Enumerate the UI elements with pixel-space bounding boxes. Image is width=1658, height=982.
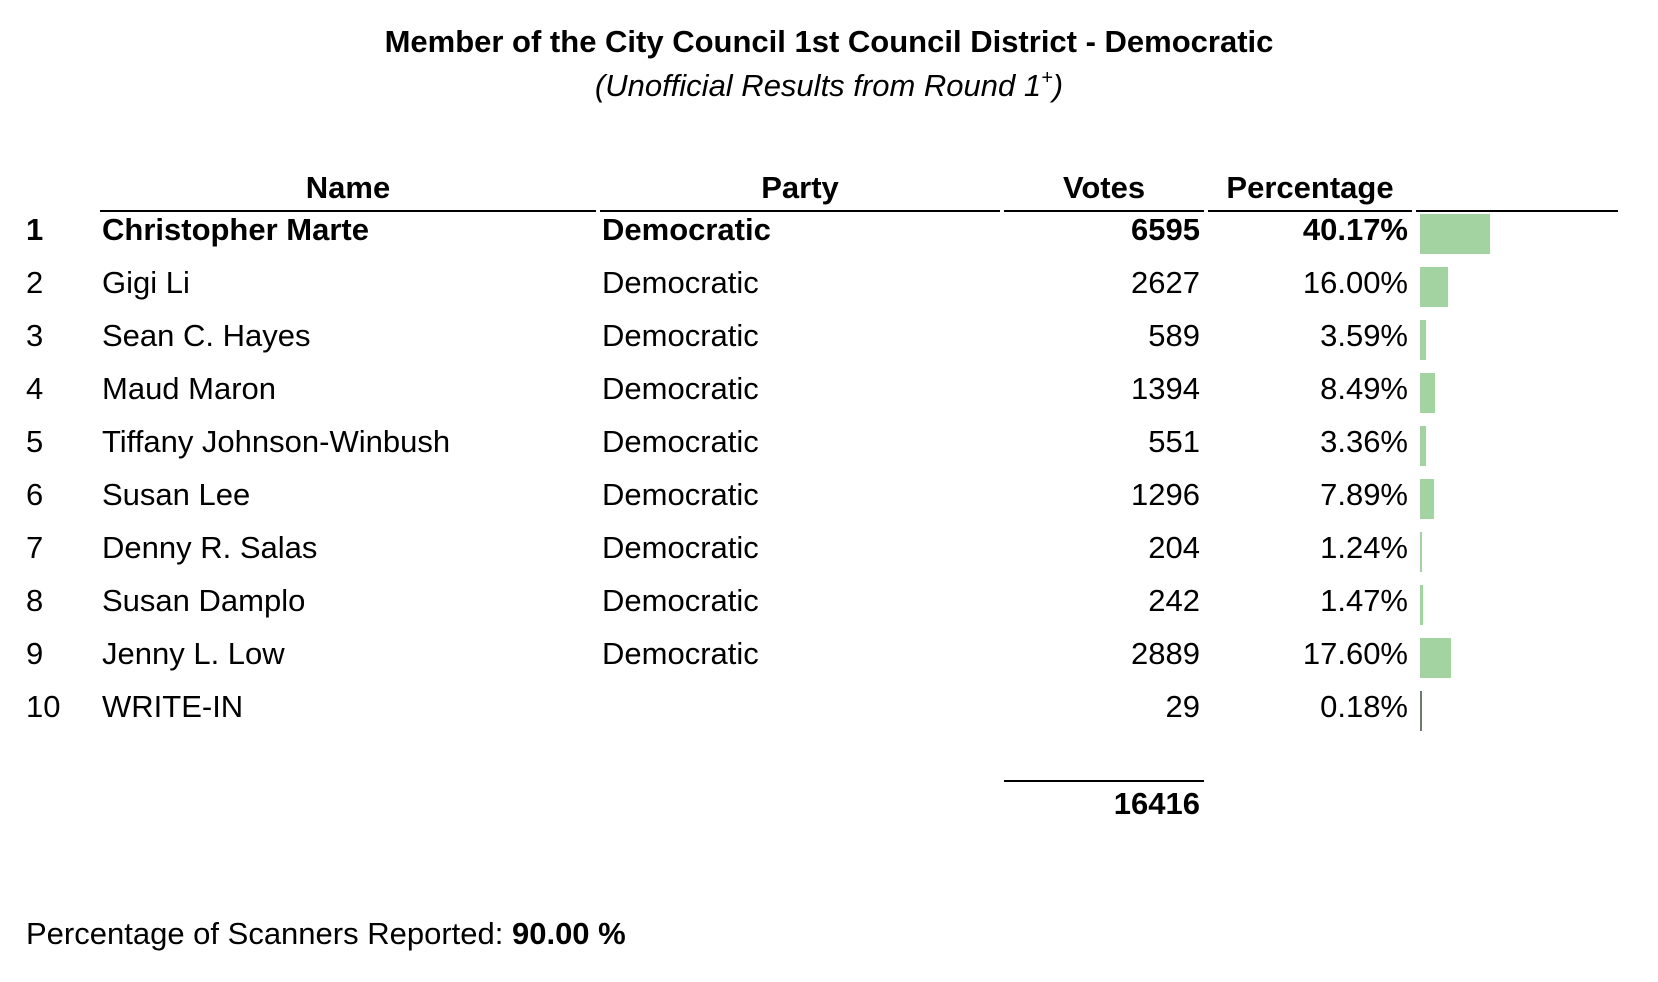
row-candidate-name: Jenny L. Low xyxy=(102,636,285,671)
row-percentage: 3.59% xyxy=(1320,318,1408,353)
row-candidate-name: Gigi Li xyxy=(102,265,190,300)
row-votes: 29 xyxy=(1165,689,1200,724)
table-row xyxy=(0,361,1658,417)
table-row xyxy=(0,573,1658,629)
column-header-percentage: Percentage xyxy=(1208,168,1412,212)
row-votes: 551 xyxy=(1148,424,1200,459)
table-row xyxy=(0,414,1658,470)
row-rank: 3 xyxy=(26,318,44,353)
row-percentage: 3.36% xyxy=(1320,424,1408,459)
subtitle-text: (Unofficial Results from Round 1 xyxy=(594,68,1042,103)
table-row xyxy=(0,467,1658,523)
percentage-bar xyxy=(1420,638,1451,678)
table-row xyxy=(0,520,1658,576)
table-row xyxy=(0,679,1658,735)
table-row xyxy=(0,308,1658,364)
row-party: Democratic xyxy=(602,530,759,565)
row-candidate-name: Susan Damplo xyxy=(102,583,306,618)
row-candidate-name: Maud Maron xyxy=(102,371,277,406)
percentage-bar xyxy=(1420,691,1422,731)
scanners-reported-label: Percentage of Scanners Reported: xyxy=(26,916,512,951)
subtitle-superscript: + xyxy=(1041,67,1053,89)
row-percentage: 16.00% xyxy=(1302,265,1408,300)
table-row xyxy=(0,255,1658,311)
column-header-name: Name xyxy=(100,168,596,212)
row-rank: 5 xyxy=(26,424,44,459)
percentage-bar xyxy=(1420,479,1434,519)
row-candidate-name: WRITE-IN xyxy=(102,689,244,724)
row-rank: 6 xyxy=(26,477,44,512)
percentage-bar xyxy=(1420,585,1423,625)
row-party: Democratic xyxy=(602,212,771,247)
row-percentage: 7.89% xyxy=(1320,477,1408,512)
row-votes: 1394 xyxy=(1131,371,1200,406)
scanners-reported-value: 90.00 % xyxy=(511,916,626,951)
row-rank: 2 xyxy=(26,265,44,300)
percentage-bar xyxy=(1420,214,1490,254)
row-rank: 9 xyxy=(26,636,44,671)
row-rank: 1 xyxy=(26,212,44,247)
row-percentage: 0.18% xyxy=(1320,689,1408,724)
row-party: Democratic xyxy=(602,636,759,671)
percentage-bar xyxy=(1420,320,1426,360)
row-percentage: 1.24% xyxy=(1320,530,1408,565)
percentage-bar xyxy=(1420,373,1435,413)
row-rank: 8 xyxy=(26,583,44,618)
row-party: Democratic xyxy=(602,583,759,618)
scanners-reported xyxy=(26,914,626,954)
row-votes: 2627 xyxy=(1131,265,1200,300)
column-header-party: Party xyxy=(600,168,1000,212)
percentage-bar xyxy=(1420,426,1426,466)
page-subtitle xyxy=(0,66,1658,106)
row-party: Democratic xyxy=(602,424,759,459)
page-title: Member of the City Council 1st Council District - Democratic xyxy=(384,24,1274,59)
total-votes: 16416 xyxy=(1113,786,1200,821)
row-candidate-name: Tiffany Johnson-Winbush xyxy=(102,424,451,459)
row-rank: 10 xyxy=(26,689,61,724)
row-party: Democratic xyxy=(602,318,759,353)
table-row xyxy=(0,202,1658,258)
row-party: Democratic xyxy=(602,477,759,512)
table-row xyxy=(0,626,1658,682)
row-votes: 1296 xyxy=(1131,477,1200,512)
row-candidate-name: Sean C. Hayes xyxy=(102,318,311,353)
row-rank: 4 xyxy=(26,371,44,406)
percentage-bar xyxy=(1420,532,1422,572)
row-votes: 589 xyxy=(1148,318,1200,353)
percentage-bar xyxy=(1420,267,1448,307)
row-candidate-name: Susan Lee xyxy=(102,477,251,512)
row-percentage: 8.49% xyxy=(1320,371,1408,406)
subtitle-end: ) xyxy=(1052,68,1064,103)
row-party: Democratic xyxy=(602,371,759,406)
row-candidate-name: Christopher Marte xyxy=(102,212,369,247)
row-percentage: 1.47% xyxy=(1320,583,1408,618)
column-header-votes: Votes xyxy=(1004,168,1204,212)
row-votes: 6595 xyxy=(1131,212,1200,247)
row-party: Democratic xyxy=(602,265,759,300)
row-votes: 204 xyxy=(1148,530,1200,565)
row-percentage: 17.60% xyxy=(1302,636,1408,671)
row-percentage: 40.17% xyxy=(1302,212,1408,247)
row-rank: 7 xyxy=(26,530,44,565)
row-votes: 2889 xyxy=(1131,636,1200,671)
row-votes: 242 xyxy=(1148,583,1200,618)
row-candidate-name: Denny R. Salas xyxy=(102,530,318,565)
